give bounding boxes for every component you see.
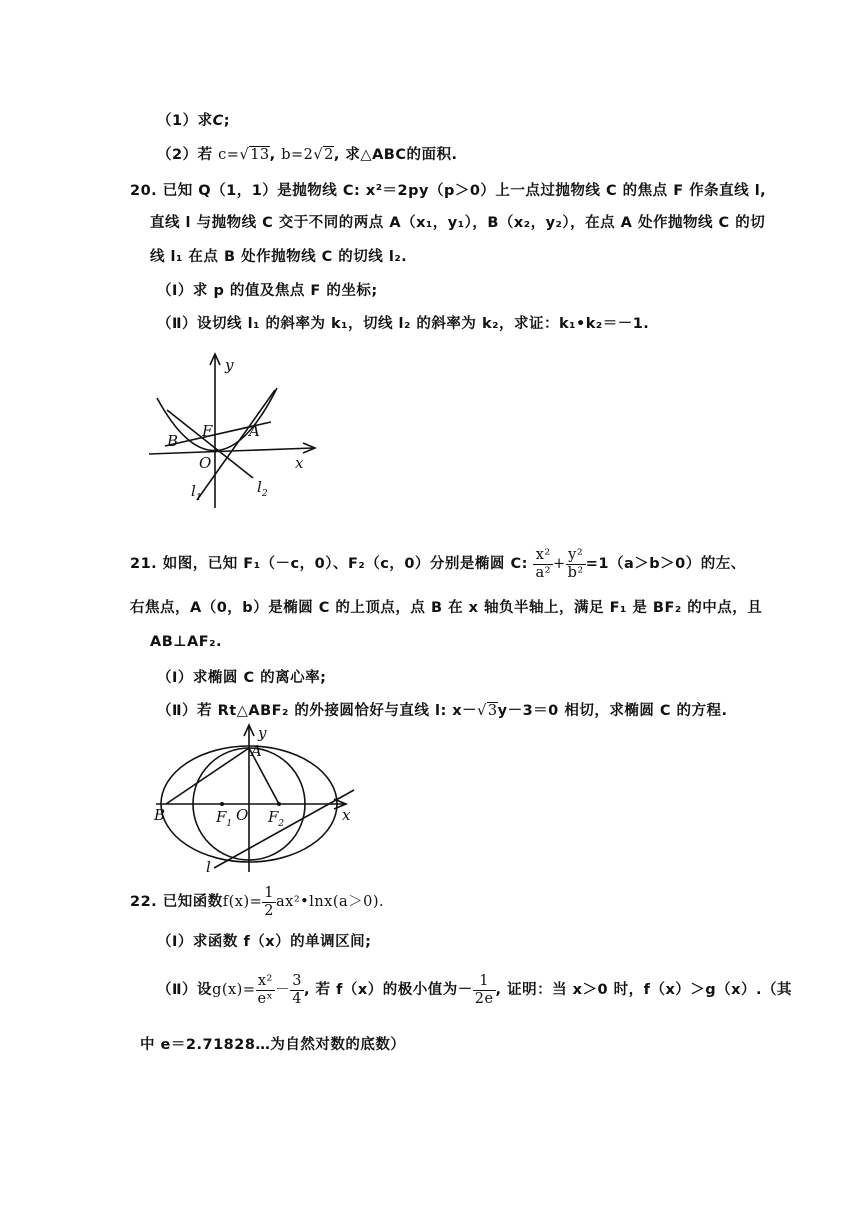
q21-label-y: y (258, 724, 267, 742)
q20-line1: 20. 已知 Q（1，1）是抛物线 C: x²＝2py（p＞0）上一点过抛物线 C 的焦点 F 作条直线 l, (130, 183, 767, 199)
q20-label-F: F (202, 422, 213, 440)
q21-label-l: l (206, 858, 211, 876)
q21-part1: （Ⅰ）求椭圆 C 的离心率; (157, 670, 327, 686)
q20-part1: （Ⅰ）求 p 的值及焦点 F 的坐标; (157, 283, 378, 299)
q21-line3: AB⊥AF₂. (150, 634, 223, 650)
q20-label-O: O (199, 454, 212, 472)
q20-label-B: B (167, 432, 179, 450)
q20-label-l2: $l_2$ (257, 478, 268, 499)
q19-part2: （2）若 c=√13, b=2√2, 求△ABC的面积. (157, 147, 458, 163)
q22-line1: 22. 已知函数f(x)= $\frac{1}{2}$ ax²•lnx(a＞0). (130, 884, 385, 919)
q20-tangent-l1 (197, 390, 275, 500)
q20-number: 20. (130, 183, 158, 199)
q21-label-F1: $F_1$ (216, 808, 233, 829)
q20-label-x: x (295, 454, 304, 472)
q20-line2: 直线 l 与抛物线 C 交于不同的两点 A（x₁，y₁），B（x₂，y₂），在点 A 处作抛物线 C 的切 (150, 215, 766, 231)
q20-label-y: y (225, 356, 234, 374)
q21-number: 21. (130, 556, 158, 572)
q20-parabola-figure (145, 350, 325, 515)
q21-label-A: A (251, 742, 262, 760)
q21-line2: 右焦点，A（0，b）是椭圆 C 的上顶点，点 B 在 x 轴负半轴上，满足 F₁ 是 BF₂ 的中点，且 (130, 600, 763, 616)
q22-number: 22. (130, 894, 158, 910)
q21-line1: 21. 如图，已知 F₁（－c，0）、F₂（c，0）分别是椭圆 C: $\frac{\text{x²}}{\text{a²}}$ + $\frac{\text{y²}}{\text{b²}}$ =1（a＞b＞0）的左、 (130, 546, 746, 581)
q21-line-l (214, 790, 354, 868)
q19-part1: （1）求C; (157, 113, 231, 129)
q22-line3: 中 e＝2.71828…为自然对数的底数） (140, 1037, 406, 1053)
q20-line3: 线 l₁ 在点 B 处作抛物线 C 的切线 l₂. (150, 249, 408, 265)
q21-part2: （Ⅱ）若 Rt△ABF₂ 的外接圆恰好与直线 l: x－√3y－3＝0 相切，求椭圆 C 的方程. (157, 703, 728, 719)
q22-part2: （Ⅱ）设g(x)= $\frac{\text{x²}}{\text{eˣ}}$ － $\frac{3}{4}$ , 若 f（x）的极小值为－ $\frac{1}{2e}$ , 证明：当 x＞0 时，f（x）＞g（x）.（其 (157, 972, 793, 1007)
q21-label-B: B (154, 806, 166, 824)
q21-label-O: O (236, 806, 249, 824)
q20-label-A: A (249, 422, 260, 440)
q21-label-x: x (342, 806, 351, 824)
q20-label-l1: $l_1$ (191, 482, 202, 503)
q21-ellipse-figure (148, 722, 363, 880)
q22-part1: （Ⅰ）求函数 f（x）的单调区间; (157, 934, 372, 950)
q21-segment-AB (166, 748, 249, 804)
q21-label-F2: $F_2$ (268, 808, 285, 829)
q20-part2: （Ⅱ）设切线 l₁ 的斜率为 k₁，切线 l₂ 的斜率为 k₂，求证：k₁•k₂＝－1. (157, 316, 650, 332)
